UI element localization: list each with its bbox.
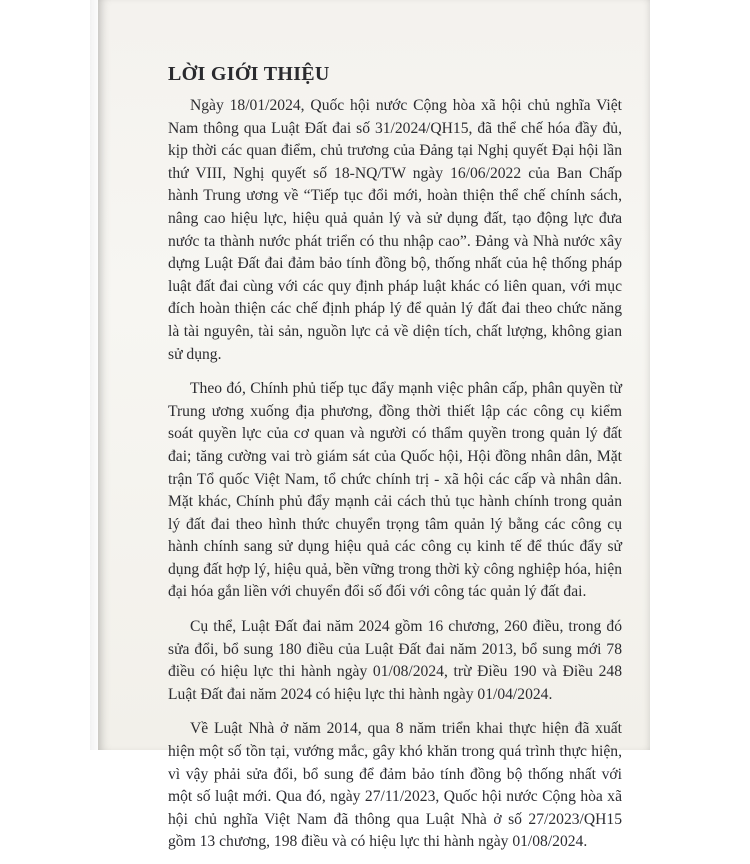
book-page: [98, 0, 650, 851]
paragraph-2: Theo đó, Chính phủ tiếp tục đẩy mạnh việc phân cấp, phân quyền từ Trung ương xuống địa phương, đồng thời thiết lập các công cụ kiểm soát quyền lực của cơ quan và người có thẩm quyền trong quản lý đất đai; tăng cường vai trò giám sát của Quốc hội, Hội đồng nhân dân, Mặt trận Tổ quốc Việt Nam, tổ chức chính trị - xã hội các cấp và nhân dân. Mặt khác, Chính phủ đẩy mạnh cải cách thủ tục hành chính trong quản lý đất đai theo hình thức chuyển trọng tâm quản lý bằng các công cụ hành chính sang sử dụng hiệu quả các công cụ kinh tế để thúc đẩy sử dụng đất hợp lý, hiệu quả, bền vững trong thời kỳ công nghiệp hóa, hiện đại hóa gắn liền với chuyển đổi số đối với công tác quản lý đất đai.: [168, 380, 622, 601]
page-title: LỜI GIỚI THIỆU: [168, 63, 330, 85]
paragraph-3: Cụ thể, Luật Đất đai năm 2024 gồm 16 chương, 260 điều, trong đó sửa đổi, bổ sung 180 điều của Luật Đất đai năm 2013, bổ sung mới 78 điều có hiệu lực thi hành ngày 01/08/2024, trừ Điều 190 và Điều 248 Luật Đất đai năm 2024 có hiệu lực thi hành ngày 01/04/2024.: [168, 618, 622, 703]
page-body: [168, 95, 622, 864]
paragraph-1: Ngày 18/01/2024, Quốc hội nước Cộng hòa xã hội chủ nghĩa Việt Nam thông qua Luật Đất đai số 31/2024/QH15, đã thể chế hóa đầy đủ, kịp thời các quan điểm, chủ trương của Đảng tại Nghị quyết Đại hội lần thứ VIII, Nghị quyết số 18-NQ/TW ngày 16/06/2022 của Ban Chấp hành Trung ương về “Tiếp tục đổi mới, hoàn thiện thể chế chính sách, nâng cao hiệu lực, hiệu quả quản lý và sử dụng đất, tạo động lực đưa nước ta thành nước phát triển có thu nhập cao”. Đảng và Nhà nước xây dựng Luật Đất đai đảm bảo tính đồng bộ, thống nhất của hệ thống pháp luật đất đai cùng với các quy định pháp luật khác có liên quan, với mục đích hoàn thiện các chế định pháp lý để quản lý đất đai theo chức năng là tài nguyên, tài sản, nguồn lực cả về diện tích, chất lượng, không gian sử dụng.: [168, 97, 622, 363]
paragraph-4: Về Luật Nhà ở năm 2014, qua 8 năm triển khai thực hiện đã xuất hiện một số tồn tại, vướng mắc, gây khó khăn trong quá trình thực hiện, vì vậy phải sửa đổi, bổ sung để đảm bảo tính đồng bộ thống nhất với một số luật mới. Qua đó, ngày 27/11/2023, Quốc hội nước Cộng hòa xã hội chủ nghĩa Việt Nam đã thông qua Luật Nhà ở số 27/2023/QH15 gồm 13 chương, 198 điều và có hiệu lực thi hành ngày 01/08/2024.: [168, 720, 622, 851]
